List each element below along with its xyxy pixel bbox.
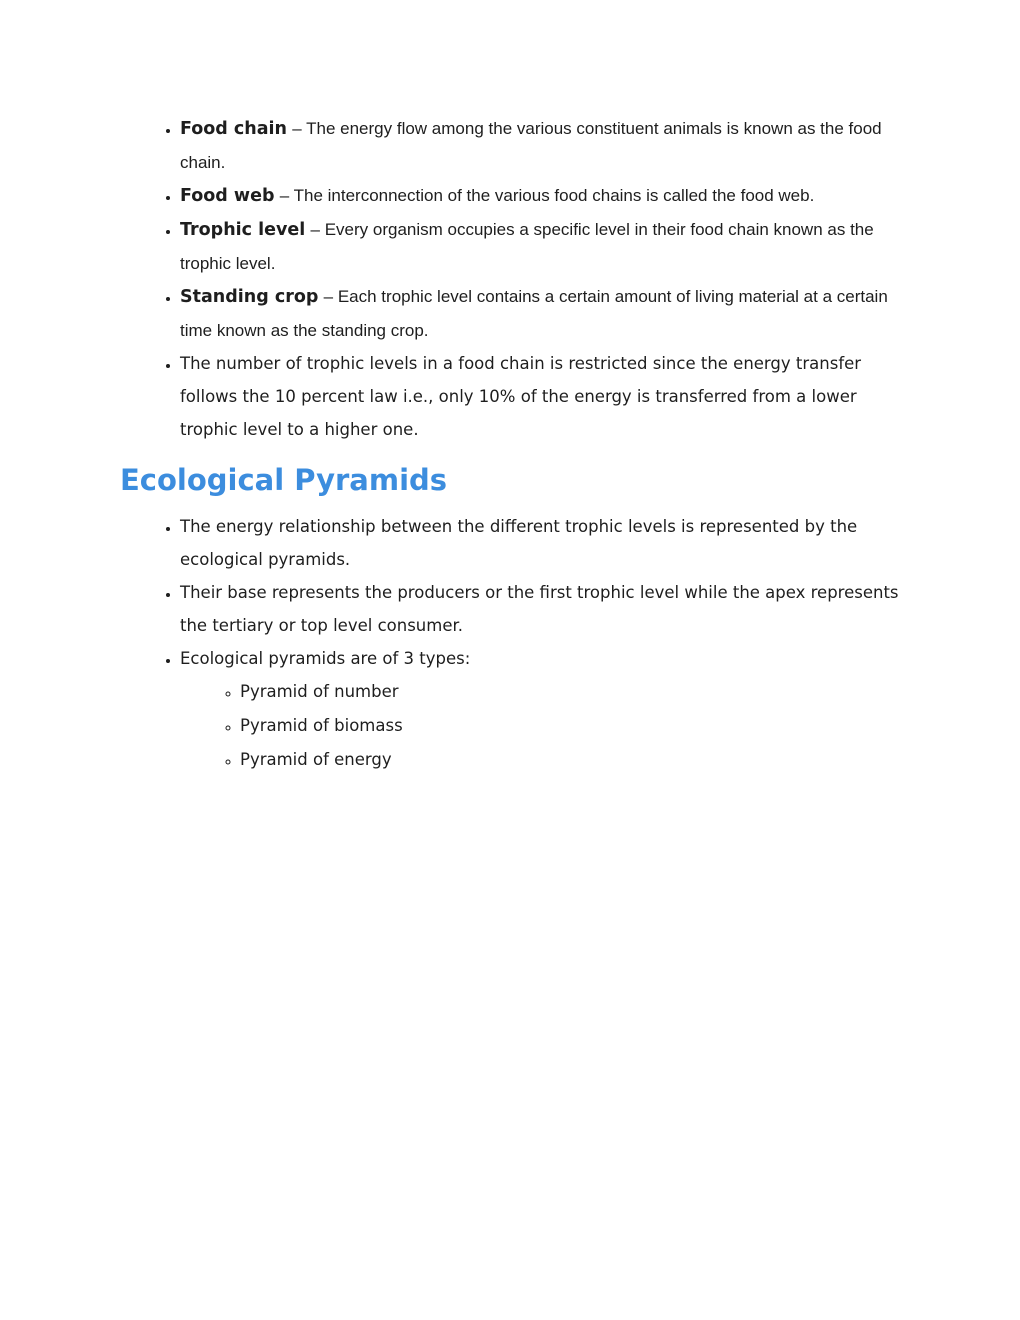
item-text: Their base represents the producers or the first trophic level while the apex represents the tertiary or top level consumer. [180, 583, 899, 635]
list-item [180, 280, 910, 347]
sub-bullet-list-pyramid-types [180, 675, 910, 777]
page-title: Ecological Pyramids [120, 463, 448, 497]
item-text: – Every organism occupies a specific level in their food chain known as the trophic level. [180, 220, 874, 273]
list-item [180, 642, 910, 777]
item-text: – The energy flow among the various constituent animals is known as the food chain. [180, 119, 882, 172]
item-text: – Each trophic level contains a certain amount of living material at a certain time known as the standing crop. [180, 287, 888, 340]
item-text: The energy relationship between the different trophic levels is represented by the ecological pyramids. [180, 517, 858, 569]
item-text: Ecological pyramids are of 3 types: [180, 649, 471, 668]
item-text: The number of trophic levels in a food chain is restricted since the energy transfer follows the 10 percent law i.e., only 10% of the energy is transferred from a lower trophic level to a higher one. [180, 354, 862, 439]
list-item [180, 576, 910, 642]
term-label: Food chain [180, 119, 288, 139]
bullet-list-definitions [120, 112, 910, 446]
item-text: Pyramid of number [240, 682, 399, 701]
list-item [180, 213, 910, 280]
list-item [180, 179, 910, 213]
item-text: Pyramid of energy [240, 750, 392, 769]
sub-list-item [240, 675, 910, 709]
bullet-list-pyramids [120, 510, 910, 777]
list-item [180, 510, 910, 576]
item-text: Pyramid of biomass [240, 716, 403, 735]
list-item [180, 347, 910, 446]
list-item [180, 112, 910, 179]
sub-list-item [240, 709, 910, 743]
term-label: Food web [180, 186, 275, 206]
sub-list-item [240, 743, 910, 777]
term-label: Standing crop [180, 287, 319, 307]
term-label: Trophic level [180, 220, 306, 240]
item-text: – The interconnection of the various food chains is called the food web. [279, 186, 815, 205]
